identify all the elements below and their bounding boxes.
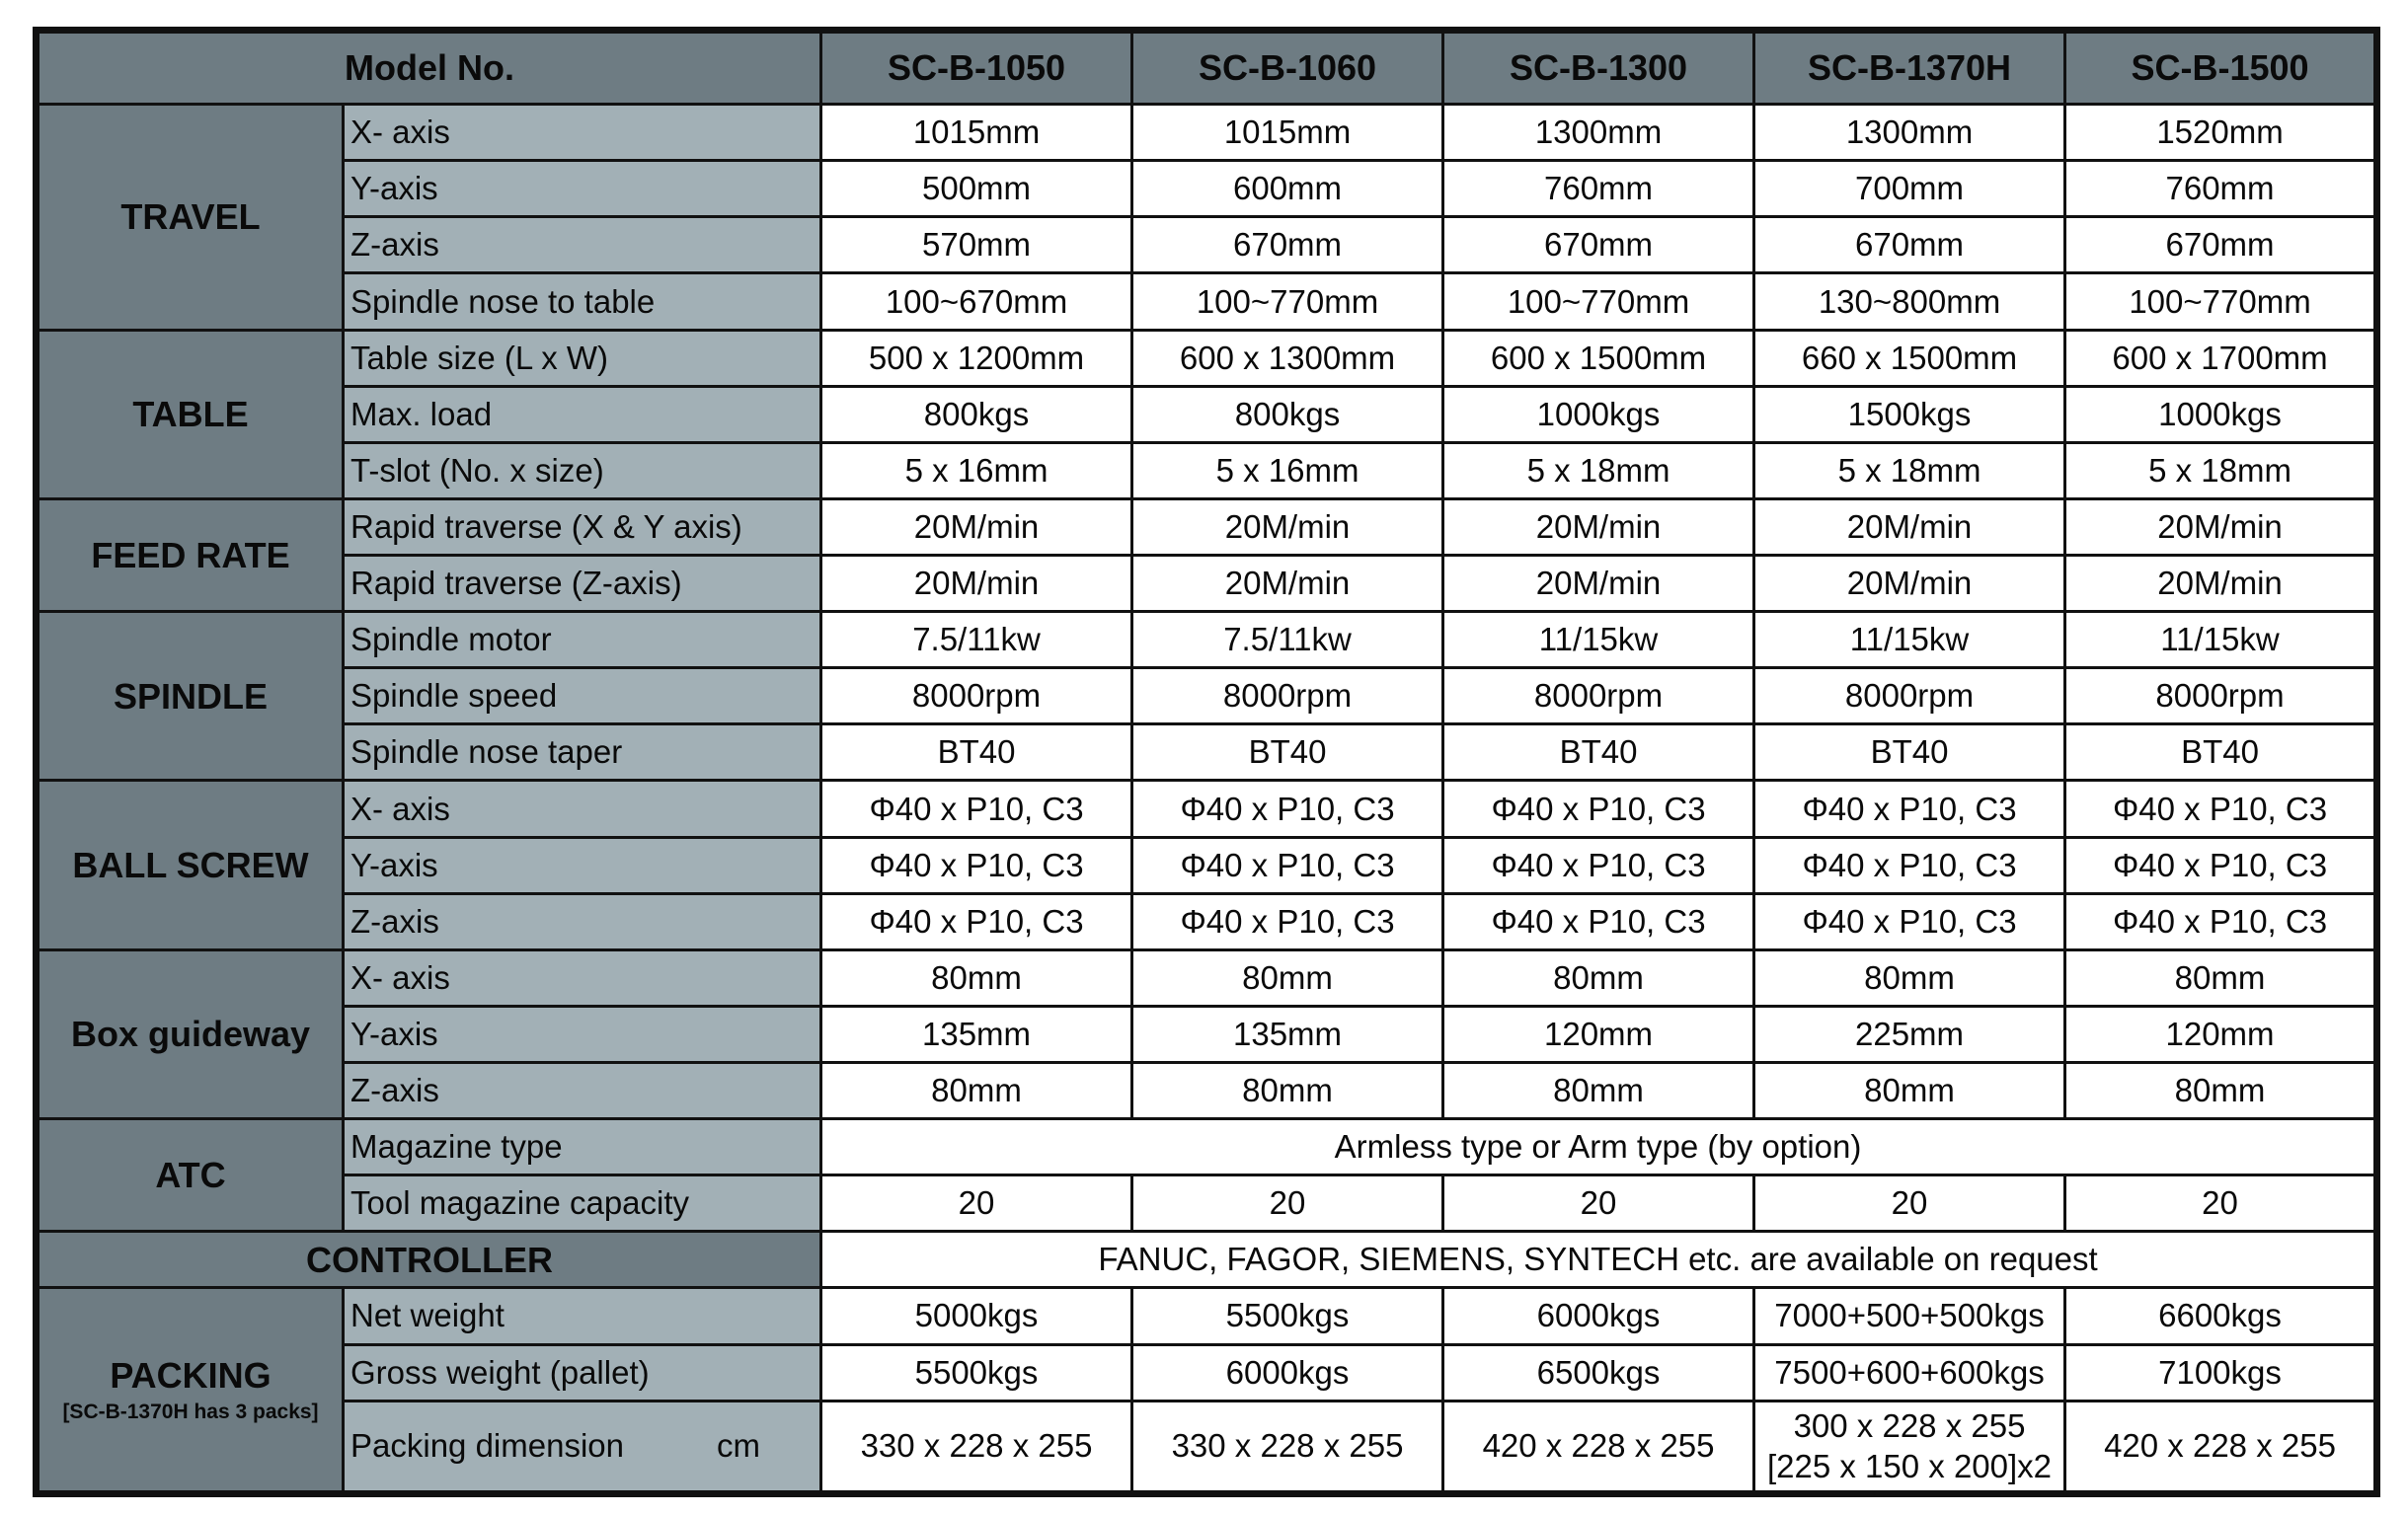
spec-row — [37, 161, 2377, 217]
value-cell: 80mm — [1443, 1063, 1754, 1119]
value-cell: 20M/min — [1132, 556, 1443, 612]
value-cell: Φ40 x P10, C3 — [1754, 837, 2065, 893]
value-cell — [1754, 1401, 2065, 1493]
value-cell: 100~770mm — [1132, 273, 1443, 330]
value-cell: 80mm — [1132, 949, 1443, 1006]
spec-row — [37, 668, 2377, 724]
value-cell: 20 — [2065, 1175, 2377, 1232]
row-label: X- axis — [344, 781, 821, 837]
value-cell: 5000kgs — [821, 1288, 1132, 1344]
spec-row — [37, 498, 2377, 555]
value-cell: 500 x 1200mm — [821, 330, 1132, 386]
spec-row — [37, 442, 2377, 498]
row-label: Table size (L x W) — [344, 330, 821, 386]
value-cell: 5 x 18mm — [1754, 442, 2065, 498]
value-cell: 700mm — [1754, 161, 2065, 217]
value-cell: 20 — [1754, 1175, 2065, 1232]
packing-dimension-label: Packing dimension — [350, 1427, 624, 1465]
group-spindle: SPINDLE — [37, 612, 344, 781]
model-header: SC-B-1500 — [2065, 31, 2377, 105]
value-cell: 6500kgs — [1443, 1344, 1754, 1401]
value-cell: 6600kgs — [2065, 1288, 2377, 1344]
value-cell: 1000kgs — [2065, 386, 2377, 442]
spec-row — [37, 330, 2377, 386]
group-table: TABLE — [37, 330, 344, 498]
spec-row — [37, 1006, 2377, 1062]
value-cell: 7000+500+500kgs — [1754, 1288, 2065, 1344]
value-cell: Φ40 x P10, C3 — [821, 893, 1132, 949]
value-cell: 80mm — [821, 949, 1132, 1006]
row-label: Z-axis — [344, 1063, 821, 1119]
row-label: X- axis — [344, 105, 821, 161]
spec-row — [37, 1175, 2377, 1232]
group-atc: ATC — [37, 1119, 344, 1232]
value-cell: 5 x 16mm — [1132, 442, 1443, 498]
row-label: Z-axis — [344, 893, 821, 949]
value-cell: 5 x 18mm — [2065, 442, 2377, 498]
value-cell: 670mm — [1443, 217, 1754, 273]
value-cell: 8000rpm — [1754, 668, 2065, 724]
value-cell: 8000rpm — [1443, 668, 1754, 724]
value-cell: 1015mm — [821, 105, 1132, 161]
spec-table — [33, 27, 2380, 1497]
value-cell: 600 x 1700mm — [2065, 330, 2377, 386]
value-cell: 11/15kw — [1443, 612, 1754, 668]
value-cell: 130~800mm — [1754, 273, 2065, 330]
value-cell: 5 x 16mm — [821, 442, 1132, 498]
value-cell: 800kgs — [1132, 386, 1443, 442]
value-cell: 5500kgs — [1132, 1288, 1443, 1344]
value-cell: 800kgs — [821, 386, 1132, 442]
value-cell: 1015mm — [1132, 105, 1443, 161]
value-cell: 8000rpm — [1132, 668, 1443, 724]
value-cell: 20M/min — [1754, 556, 2065, 612]
spec-row — [37, 1344, 2377, 1401]
spec-row — [37, 1119, 2377, 1175]
value-cell: 760mm — [2065, 161, 2377, 217]
spec-row — [37, 1063, 2377, 1119]
value-cell: 670mm — [1754, 217, 2065, 273]
value-cell: Φ40 x P10, C3 — [1443, 893, 1754, 949]
value-cell: 80mm — [1754, 949, 2065, 1006]
spec-row — [37, 386, 2377, 442]
row-label: Spindle motor — [344, 612, 821, 668]
spec-row — [37, 1288, 2377, 1344]
model-no-header: Model No. — [37, 31, 821, 105]
value-cell: 7500+600+600kgs — [1754, 1344, 2065, 1401]
value-cell: 8000rpm — [821, 668, 1132, 724]
value-cell: 6000kgs — [1443, 1288, 1754, 1344]
value-cell: 20M/min — [1132, 498, 1443, 555]
value-cell: Φ40 x P10, C3 — [1443, 837, 1754, 893]
value-cell: 330 x 228 x 255 — [821, 1401, 1132, 1493]
value-cell: 670mm — [1132, 217, 1443, 273]
value-cell: 570mm — [821, 217, 1132, 273]
value-cell: 20M/min — [821, 498, 1132, 555]
value-cell: 420 x 228 x 255 — [1443, 1401, 1754, 1493]
value-cell: 6000kgs — [1132, 1344, 1443, 1401]
packing-note: [SC-B-1370H has 3 packs] — [62, 1400, 319, 1423]
value-cell: 20M/min — [1754, 498, 2065, 555]
group-travel: TRAVEL — [37, 105, 344, 330]
spec-row — [37, 781, 2377, 837]
row-label: Spindle nose to table — [344, 273, 821, 330]
row-label: Rapid traverse (Z-axis) — [344, 556, 821, 612]
row-label: X- axis — [344, 949, 821, 1006]
value-cell: Φ40 x P10, C3 — [1754, 893, 2065, 949]
value-cell: 80mm — [2065, 1063, 2377, 1119]
value-cell: 600 x 1300mm — [1132, 330, 1443, 386]
value-cell: 1500kgs — [1754, 386, 2065, 442]
packing-dimension-main: 300 x 228 x 255 — [1793, 1407, 2026, 1445]
value-cell: 20 — [821, 1175, 1132, 1232]
value-cell: 5 x 18mm — [1443, 442, 1754, 498]
value-cell: 1300mm — [1754, 105, 2065, 161]
value-cell: 1300mm — [1443, 105, 1754, 161]
value-cell: BT40 — [1443, 724, 1754, 781]
value-cell: Φ40 x P10, C3 — [821, 781, 1132, 837]
row-label: Tool magazine capacity — [344, 1175, 821, 1232]
spec-row — [37, 893, 2377, 949]
value-cell: 120mm — [2065, 1006, 2377, 1062]
value-cell: 20M/min — [1443, 498, 1754, 555]
row-label: Y-axis — [344, 1006, 821, 1062]
value-cell: 760mm — [1443, 161, 1754, 217]
group-controller: CONTROLLER — [37, 1232, 821, 1288]
spec-row — [37, 724, 2377, 781]
value-cell: 80mm — [2065, 949, 2377, 1006]
value-cell: BT40 — [2065, 724, 2377, 781]
value-cell: BT40 — [821, 724, 1132, 781]
row-label: Magazine type — [344, 1119, 821, 1175]
value-cell: BT40 — [1132, 724, 1443, 781]
value-cell: 8000rpm — [2065, 668, 2377, 724]
header-row — [37, 31, 2377, 105]
value-cell: 11/15kw — [1754, 612, 2065, 668]
value-cell: 80mm — [1132, 1063, 1443, 1119]
row-label: Net weight — [344, 1288, 821, 1344]
value-cell: 330 x 228 x 255 — [1132, 1401, 1443, 1493]
value-cell: 600 x 1500mm — [1443, 330, 1754, 386]
value-cell: Φ40 x P10, C3 — [2065, 893, 2377, 949]
value-cell: Φ40 x P10, C3 — [1754, 781, 2065, 837]
model-header: SC-B-1300 — [1443, 31, 1754, 105]
row-label — [344, 1401, 821, 1493]
row-label: T-slot (No. x size) — [344, 442, 821, 498]
row-label: Spindle nose taper — [344, 724, 821, 781]
value-cell: 1520mm — [2065, 105, 2377, 161]
group-packing — [37, 1288, 344, 1494]
value-cell: 600mm — [1132, 161, 1443, 217]
spec-row — [37, 105, 2377, 161]
value-cell: 5500kgs — [821, 1344, 1132, 1401]
value-cell: 7.5/11kw — [1132, 612, 1443, 668]
value-cell: 100~770mm — [2065, 273, 2377, 330]
row-label: Z-axis — [344, 217, 821, 273]
value-cell: 11/15kw — [2065, 612, 2377, 668]
magazine-type-value: Armless type or Arm type (by option) — [821, 1119, 2377, 1175]
value-cell: 1000kgs — [1443, 386, 1754, 442]
value-cell: 80mm — [1443, 949, 1754, 1006]
value-cell: 670mm — [2065, 217, 2377, 273]
model-header: SC-B-1370H — [1754, 31, 2065, 105]
value-cell: Φ40 x P10, C3 — [2065, 837, 2377, 893]
value-cell: Φ40 x P10, C3 — [2065, 781, 2377, 837]
value-cell: 20M/min — [1443, 556, 1754, 612]
value-cell: 20M/min — [2065, 556, 2377, 612]
value-cell: 420 x 228 x 255 — [2065, 1401, 2377, 1493]
spec-row — [37, 556, 2377, 612]
value-cell: 7100kgs — [2065, 1344, 2377, 1401]
spec-row — [37, 217, 2377, 273]
value-cell: 660 x 1500mm — [1754, 330, 2065, 386]
value-cell: 135mm — [821, 1006, 1132, 1062]
model-header: SC-B-1060 — [1132, 31, 1443, 105]
value-cell: 80mm — [1754, 1063, 2065, 1119]
spec-row — [37, 949, 2377, 1006]
value-cell: 500mm — [821, 161, 1132, 217]
spec-row — [37, 273, 2377, 330]
packing-dimension-unit: cm — [717, 1427, 761, 1465]
group-ball-screw: BALL SCREW — [37, 781, 344, 949]
value-cell: Φ40 x P10, C3 — [1132, 893, 1443, 949]
value-cell: 20 — [1132, 1175, 1443, 1232]
spec-row — [37, 612, 2377, 668]
group-packing-label: PACKING — [110, 1355, 272, 1397]
group-box-guideway: Box guideway — [37, 949, 344, 1118]
controller-value: FANUC, FAGOR, SIEMENS, SYNTECH etc. are available on request — [821, 1232, 2377, 1288]
row-label: Max. load — [344, 386, 821, 442]
value-cell: 135mm — [1132, 1006, 1443, 1062]
value-cell: 225mm — [1754, 1006, 2065, 1062]
value-cell: 20 — [1443, 1175, 1754, 1232]
row-label: Rapid traverse (X & Y axis) — [344, 498, 821, 555]
controller-row — [37, 1232, 2377, 1288]
row-label: Y-axis — [344, 837, 821, 893]
model-header: SC-B-1050 — [821, 31, 1132, 105]
value-cell: BT40 — [1754, 724, 2065, 781]
value-cell: Φ40 x P10, C3 — [1443, 781, 1754, 837]
value-cell: 120mm — [1443, 1006, 1754, 1062]
value-cell: 20M/min — [2065, 498, 2377, 555]
row-label: Spindle speed — [344, 668, 821, 724]
value-cell: Φ40 x P10, C3 — [821, 837, 1132, 893]
row-label: Gross weight (pallet) — [344, 1344, 821, 1401]
value-cell: 100~770mm — [1443, 273, 1754, 330]
value-cell: 80mm — [821, 1063, 1132, 1119]
group-feed-rate: FEED RATE — [37, 498, 344, 611]
value-cell: Φ40 x P10, C3 — [1132, 837, 1443, 893]
value-cell: 100~670mm — [821, 273, 1132, 330]
value-cell: 7.5/11kw — [821, 612, 1132, 668]
packing-dimension-extra: [225 x 150 x 200]x2 — [1766, 1448, 2053, 1485]
value-cell: 20M/min — [821, 556, 1132, 612]
value-cell: Φ40 x P10, C3 — [1132, 781, 1443, 837]
spec-row — [37, 1401, 2377, 1493]
spec-row — [37, 837, 2377, 893]
row-label: Y-axis — [344, 161, 821, 217]
